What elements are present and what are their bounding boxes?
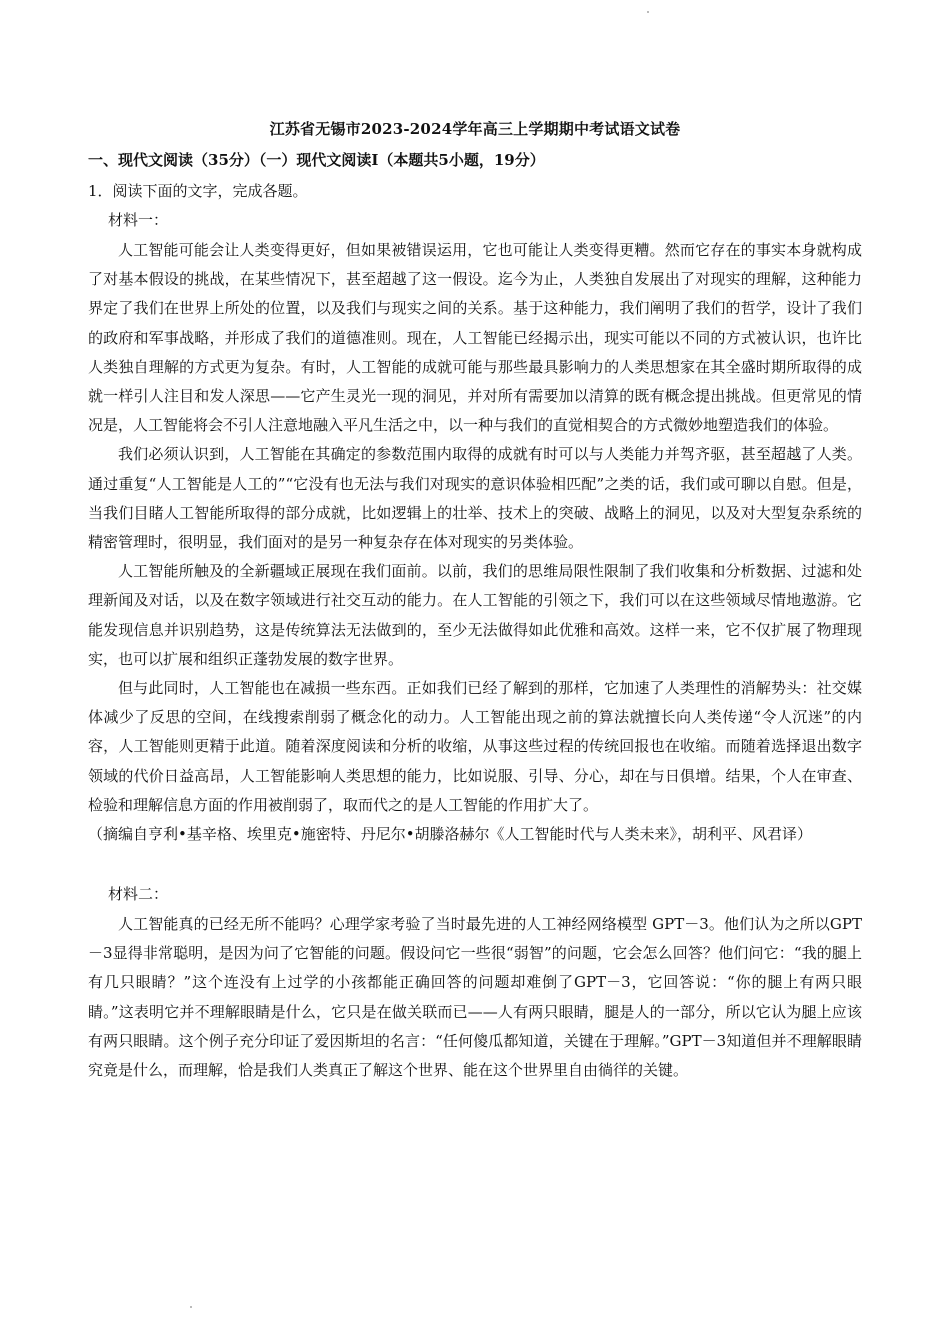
scan-dot bbox=[190, 1306, 192, 1308]
material-2-label: 材料二： bbox=[108, 885, 169, 904]
section-heading: 一、现代文阅读（35分）（一）现代文阅读Ⅰ（本题共5小题，19分） bbox=[88, 151, 545, 169]
question-instruction: 1．阅读下面的文字，完成各题。 bbox=[88, 182, 308, 200]
material-1-paragraph: 人工智能所触及的全新疆域正展现在我们面前。以前，我们的思维局限性限制了我们收集和分析数据、过滤和处理新闻及对话，以及在数字领域进行社交互动的能力。在人工智能的引领之下，我们可以在这些领域尽情地遨游。它能发现信息并识别趋势，这是传统算法无法做到的，至少无法做得如此优雅和高效。这样一来，它不仅扩展了物理现实，也可以扩展和组织正蓬勃发展的数字世界。 bbox=[88, 562, 862, 668]
spacer bbox=[88, 849, 862, 883]
material-1-paragraph: 我们必须认识到，人工智能在其确定的参数范围内取得的成就有时可以与人类能力并驾齐驱，甚至超越了人类。通过重复“人工智能是人工的”“它没有也无法与我们对现实的意识体验相匹配”之类的话，我们或可聊以自慰。但是，当我们目睹人工智能所取得的部分成就，比如逻辑上的壮举、技术上的突破、战略上的洞见，以及对大型复杂系统的精密管理时，很明显，我们面对的是另一种复杂存在体对现实的另类体验。 bbox=[88, 445, 862, 552]
material-2-paragraph: 人工智能真的已经无所不能吗？心理学家考验了当时最先进的人工神经网络模型 GPT－3。他们认为之所以GPT－3显得非常聪明，是因为问了它智能的问题。假设问它一些很“弱智”的问题，它会怎么回答？他们问它：“我的腿上有几只眼睛？”这个连没有上过学的小孩都能正确回答的问题却难倒了GPT－3，它回答说：“你的腿上有两只眼睛。”这表明它并不理解眼睛是什么，它只是在做关联而已——人有两只眼睛，腿是人的一部分，所以它认为腿上应该有两只眼睛。这个例子充分印证了爱因斯坦的名言：“任何傻瓜都知道，关键在于理解。”GPT－3知道但并不理解眼睛究竟是什么，而理解，恰是我们人类真正了解这个世界、能在这个世界里自由徜徉的关键。 bbox=[88, 915, 862, 1080]
material-1-paragraph: 但与此同时，人工智能也在减损一些东西。正如我们已经了解到的那样，它加速了人类理性的消解势头：社交媒体减少了反思的空间，在线搜索削弱了概念化的动力。人工智能出现之前的算法就擅长向人类传递“令人沉迷”的内容，人工智能则更精于此道。随着深度阅读和分析的收缩，从事这些过程的传统回报也在收缩。而随着选择退出数字领域的代价日益高昂，人工智能影响人类思想的能力，比如说服、引导、分心，却在与日俱增。结果，个人在审查、检验和理解信息方面的作用被削弱了，取而代之的是人工智能的作用扩大了。 bbox=[88, 679, 862, 814]
material-1-label: 材料一： bbox=[108, 211, 169, 229]
scan-dot bbox=[647, 11, 649, 13]
material-1-paragraph: 人工智能可能会让人类变得更好，但如果被错误运用，它也可能让人类变得更糟。然而它存在的事实本身就构成了对基本假设的挑战，在某些情况下，甚至超越了这一假设。迄今为止，人类独自发展出了对现实的理解，这种能力界定了我们在世界上所处的位置，以及我们与现实之间的关系。基于这种能力，我们阐明了我们的哲学，设计了我们的政府和军事战略，并形成了我们的道德准则。现在，人工智能已经揭示出，现实可能以不同的方式被认识，也许比人类独自理解的方式更为复杂。有时，人工智能的成就可能与那些最具影响力的人类思想家在其全盛时期所取得的成就一样引人注目和发人深思——它产生灵光一现的洞见，并对所有需要加以清算的既有概念提出挑战。但更常见的情况是，人工智能将会不引人注意地融入平凡生活之中，以一种与我们的直觉相契合的方式微妙地塑造我们的体验。 bbox=[88, 241, 862, 435]
document-body bbox=[88, 118, 862, 1085]
exam-title: 江苏省无锡市2023-2024学年高三上学期期中考试语文试卷 bbox=[269, 120, 681, 138]
material-1-source: （摘编自亨利•基辛格、埃里克•施密特、丹尼尔•胡滕洛赫尔《人工智能时代与人类未来》，胡利平、风君译） bbox=[88, 825, 813, 844]
